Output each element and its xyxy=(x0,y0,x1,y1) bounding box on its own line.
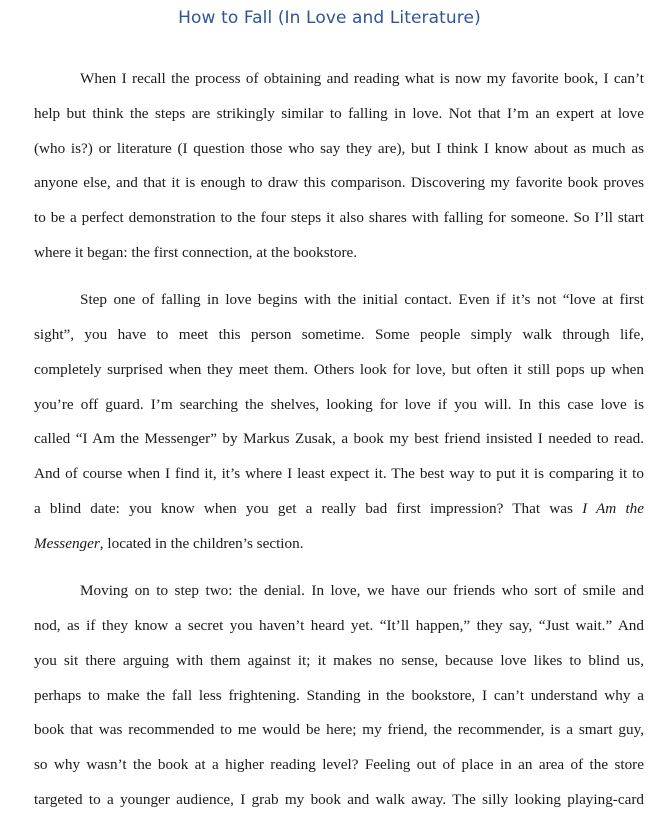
document-body xyxy=(34,62,644,818)
text-line: When I recall the process of obtaining and reading what is now my favorite book, I can’t xyxy=(80,70,644,87)
text-line xyxy=(34,527,644,562)
text-line: anyone else, and that it is enough to draw this comparison. Discovering my favorite book proves xyxy=(34,174,644,192)
text-line: to be a perfect demonstration to the four steps it also shares with falling for someone. So I’ll start xyxy=(34,209,644,227)
text-run: a blind date: you know when you get a really bad first impression? That was xyxy=(34,500,583,518)
paragraph-1 xyxy=(34,62,644,271)
text-line: help but think the steps are strikingly similar to falling in love. Not that I’m an expert at love xyxy=(34,104,644,122)
text-line: sight”, you have to meet this person sometime. Some people simply walk through life, xyxy=(34,326,644,344)
text-run: , located in the children’s section. xyxy=(99,534,304,552)
text-line: where it began: the first connection, at the bookstore. xyxy=(34,243,358,261)
text-line: book that was recommended to me would be here; my friend, the recommender, is a smart guy, xyxy=(34,721,644,739)
text-line: perhaps to make the fall less frightening. Standing in the bookstore, I can’t understand why a xyxy=(34,686,644,704)
text-line: completely surprised when they meet them. Others look for love, but often it still pops up when xyxy=(34,360,644,378)
text-line: Step one of falling in love begins with the initial contact. Even if it’s not “love at first xyxy=(80,291,644,309)
text-line: Moving on to step two: the denial. In love, we have our friends who sort of smile and xyxy=(80,582,644,600)
text-line: so why wasn’t the book at a higher reading level? Feeling out of place in an area of the store xyxy=(34,756,644,774)
paragraph-3 xyxy=(34,574,644,818)
document-title: How to Fall (In Love and Literature) xyxy=(178,8,481,28)
text-line: And of course when I find it, it’s where I least expect it. The best way to put it is comparing it to xyxy=(34,465,644,483)
text-line: (who is?) or literature (I question those who say they are), but I think I know about as much as xyxy=(34,139,644,157)
book-title-italic: Messenger xyxy=(34,534,100,552)
text-line xyxy=(34,492,644,527)
paragraph-2 xyxy=(34,283,644,561)
book-title-italic: I Am the xyxy=(582,500,645,518)
text-line: you sit there arguing with them against it; it makes no sense, because love likes to blind us, xyxy=(34,651,644,669)
text-line: nod, as if they know a secret you haven’t heard yet. “It’ll happen,” they say, “Just wait.” And xyxy=(34,616,644,634)
text-line: targeted to a younger audience, I grab my book and walk away. The silly looking playing-card xyxy=(34,790,644,808)
text-line: called “I Am the Messenger” by Markus Zusak, a book my best friend insisted I needed to read. xyxy=(34,430,644,448)
text-line: you’re off guard. I’m searching the shelves, looking for love if you will. In this case love is xyxy=(34,395,644,413)
